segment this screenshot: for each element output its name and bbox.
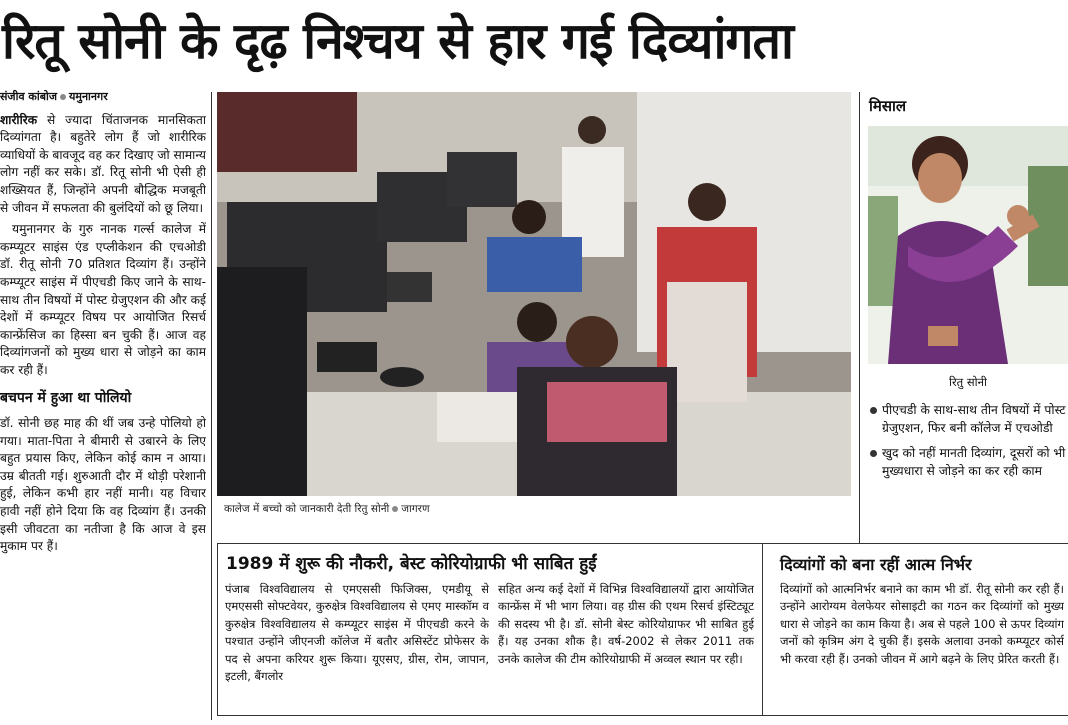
box1-column-1: पंजाब विश्वविद्यालय से एमएससी फिजिक्स, एमडीयू से एमएससी सोफ्टवेयर, कुरुक्षेत्र विश्वविद्यालय से एमए मास्कॉम व कुरुक्षेत्र विश्वविद्यालय से कम्प्यूटर साइंस में पीएचडी करने के पश्चात उन्होंने जीएनजी कॉलेज में बतौर असिस्टेंट प्रोफेसर के पद से अपना करियर शुरू किया। यूएसए, ग्रीस, रोम, जापान, इटली, बैंगलोर (225, 582, 489, 684)
bullet-icon (870, 450, 877, 457)
byline-author: संजीव कांबोज (0, 90, 57, 103)
highlight-item (868, 402, 1068, 437)
box1-title: 1989 में शुरू की नौकरी, बेस्ट कोरियोग्राफी भी साबित हुईं (226, 554, 597, 574)
portrait-image (868, 126, 1068, 364)
left-column (0, 88, 206, 720)
caption-text: कालेज में बच्चो को जानकारी देती रितु सोनी (224, 503, 390, 515)
headline: रितू सोनी के दृढ़ निश्चय से हार गई दिव्यांगता (2, 12, 794, 70)
box1-column-2: सहित अन्य कई देशों में विभिन्न विश्वविद्यालयों द्वारा आयोजित कान्फ्रेंस में भी भाग लिया। वह ग्रीस की एथम रिसर्च इंस्टिट्यूट की सदस्य भी है। डॉ. सोनी बेस्ट कोरियोग्राफर भी साबित हुई हैं। यह उनका शौक है। वर्ष-2002 से लेकर 2011 तक उनके कालेज की टीम कोरियोग्राफी में अव्वल स्थान पर रही। (498, 582, 754, 666)
byline-place: यमुनानगर (68, 90, 108, 103)
photo-credit: जागरण (401, 503, 430, 515)
sidebar-divider (859, 92, 860, 544)
box-divider (762, 543, 763, 715)
portrait-photo (868, 126, 1068, 364)
paragraph-intro-text: से ज्यादा चिंताजनक मानसिकता दिव्यांगता है। बहुतेरे लोग हैं जो शारीरिक व्याधियों के बावजूद वह कर दिखाए जो सामान्य लोग नहीं कर सके। डॉ. रितू सोनी भी ऐसी ही शख्सियत हैं, जिन्होंने अपनी बौद्धिक मजबूती से जीवन में सफलता की बुलंदियों को छू लिया। (0, 112, 206, 215)
byline (0, 88, 206, 106)
main-photo (217, 92, 851, 496)
highlights-list (868, 402, 1068, 488)
computer-lab-photo (217, 92, 851, 496)
box-top-rule (217, 543, 1068, 544)
paragraph-polio: डॉ. सोनी छह माह की थीं जब उन्हे पोलियो हो गया। माता-पिता ने बीमारी से उबारने के लिए बहुत प्रयास किए, लेकिन कोई काम न आया। उम्र बीतती गई। शुरुआती दौर में थोड़ी परेशानी हुई, लेकिन कभी हार नहीं मानी। यह विचार हावी नहीं होने दिया कि वह दिव्यांग हैं। उनकी इसी जीवटता का नतीजा है कि आज वे इस मुकाम पर हैं। (0, 416, 206, 554)
bullet-icon (870, 407, 877, 414)
subheading-polio: बचपन में हुआ था पोलियो (0, 389, 132, 406)
box2-title: दिव्यांगों को बना रहीं आत्म निर्भर (780, 555, 972, 574)
highlight-item (868, 445, 1068, 480)
bullet-dot-icon (392, 506, 398, 512)
box1-left-rule (217, 543, 218, 715)
portrait-caption: रितु सोनी (948, 375, 987, 389)
paragraph-lead-word: शारीरिक (0, 112, 38, 127)
paragraph-intro (0, 112, 206, 218)
highlight-text: पीएचडी के साथ-साथ तीन विषयों में पोस्ट ग्रेजुएशन, फिर बनी कॉलेज में एचओडी (882, 403, 1066, 435)
main-photo-caption (224, 502, 430, 516)
sidebar-title: मिसाल (869, 97, 907, 115)
column-divider (211, 92, 212, 720)
highlight-text: खुद को नहीं मानती दिव्यांग, दूसरों को भी मुख्यधारा से जोड़ने का कर रही काम (882, 446, 1066, 478)
box-bottom-rule (217, 715, 1068, 716)
paragraph-career: यमुनानगर के गुरु नानक गर्ल्स कालेज में कम्प्यूटर साइंस एंड एप्लीकेशन की एचओडी डॉ. रीतू सोनी 70 प्रतिशत दिव्यांग हैं। उन्होंने कम्प्यूटर साइंस में पीएचडी किए जाने के साथ-साथ तीन विषयों में पोस्ट ग्रेजुएशन की और कई देशों में कम्प्यूटर विषय पर आयोजित रिसर्च कान्फ्रेंसिज का हिस्सा बन चुकी हैं। आज वह दिव्यांगजनों को मुख्य धारा से जोड़ने का काम कर रही हैं। (0, 222, 206, 377)
bullet-dot-icon (60, 94, 66, 100)
box2-body: दिव्यांगों को आत्मनिर्भर बनाने का काम भी डॉ. रीतू सोनी कर रही हैं। उन्होंने आरोग्यम वेलफेयर सोसाइटी का गठन कर दिव्यांगों को मुख्य धारा से जोड़ने का काम किया है। अब से पहले 100 से ऊपर दिव्यांग जनों को कृत्रिम अंग दे चुकी हैं। इसके अलावा उनको कम्प्यूटर कोर्स भी करवा रही हैं। उनको जीवन में आगे बढ़ने के लिए प्रेरित करती हैं। (780, 582, 1064, 666)
